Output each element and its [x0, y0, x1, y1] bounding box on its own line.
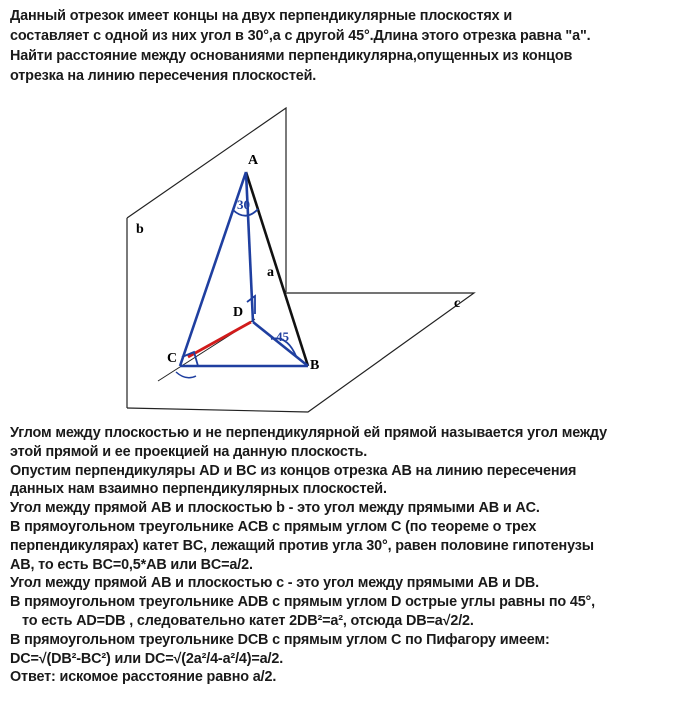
plane-b-outline: [127, 108, 286, 292]
solution-text: [10, 424, 670, 687]
solution-line-4: данных нам взаимно перпендикулярных плоскостей.: [10, 481, 387, 498]
label-angle-45: 45: [276, 329, 289, 344]
plane-c-outline: [127, 293, 474, 412]
problem-line-3: Найти расстояние между основаниями перпендикулярна,опущенных из концов: [10, 48, 573, 64]
solution-line-1: Углом между плоскостью и не перпендикулярной ей прямой называется угол между: [10, 425, 607, 441]
label-point-d: D: [233, 305, 244, 320]
label-point-c: C: [167, 351, 178, 366]
solution-line-11: то есть AD=DB , следовательно катет 2DB²=a², отсюда DB=a√2/2.: [22, 612, 474, 629]
solution-line-5: Угол между прямой AB и плоскостью b - это угол между прямыми AB и AC.: [10, 500, 540, 517]
solution-line-13: DC=√(DB²-BC²) или DC=√(2a²/4-a²/4)=a/2.: [10, 650, 284, 667]
angle-mark-c-lower: [176, 372, 196, 378]
label-plane-b: b: [136, 222, 144, 237]
segment-dc: [188, 322, 251, 357]
label-angle-30: 30: [237, 197, 250, 212]
solution-line-10: В прямоугольном треугольнике ADB с прямым углом D острые углы равны по 45°,: [10, 594, 596, 611]
solution-line-9: Угол между прямой AB и плоскостью c - это угол между прямыми AB и DB.: [10, 575, 539, 592]
solution-line-2: этой прямой и ее проекцией на данную плоскость.: [10, 443, 368, 460]
problem-line-4: отрезка на линию пересечения плоскостей.: [10, 68, 317, 84]
problem-line-2: составляет с одной из них угол в 30°,а с другой 45°.Длина этого отрезка равна "a".: [10, 28, 591, 44]
solution-line-3: Опустим перпендикуляры AD и BC из концов отрезка AB на линию пересечения: [10, 462, 577, 479]
solution-line-12: В прямоугольном треугольнике DCB с прямым углом C по Пифагору имеем:: [10, 631, 550, 648]
solution-line-6: В прямоугольном треугольнике ACB с прямым углом C (по теореме о трех: [10, 518, 537, 535]
label-length-a: a: [267, 265, 274, 280]
problem-line-1: Данный отрезок имеет концы на двух перпендикулярные плоскостях и: [10, 8, 513, 24]
label-point-a: A: [248, 153, 259, 168]
solution-line-7: перпендикулярах) катет BC, лежащий против угла 30°, равен половине гипотенузы: [10, 537, 594, 554]
solution-line-14: Ответ: искомое расстояние равно a/2.: [10, 669, 277, 686]
solution-line-8: AB, то есть BC=0,5*AB или BC=a/2.: [10, 556, 253, 573]
label-point-b: B: [310, 358, 320, 373]
label-plane-c: c: [454, 296, 461, 311]
